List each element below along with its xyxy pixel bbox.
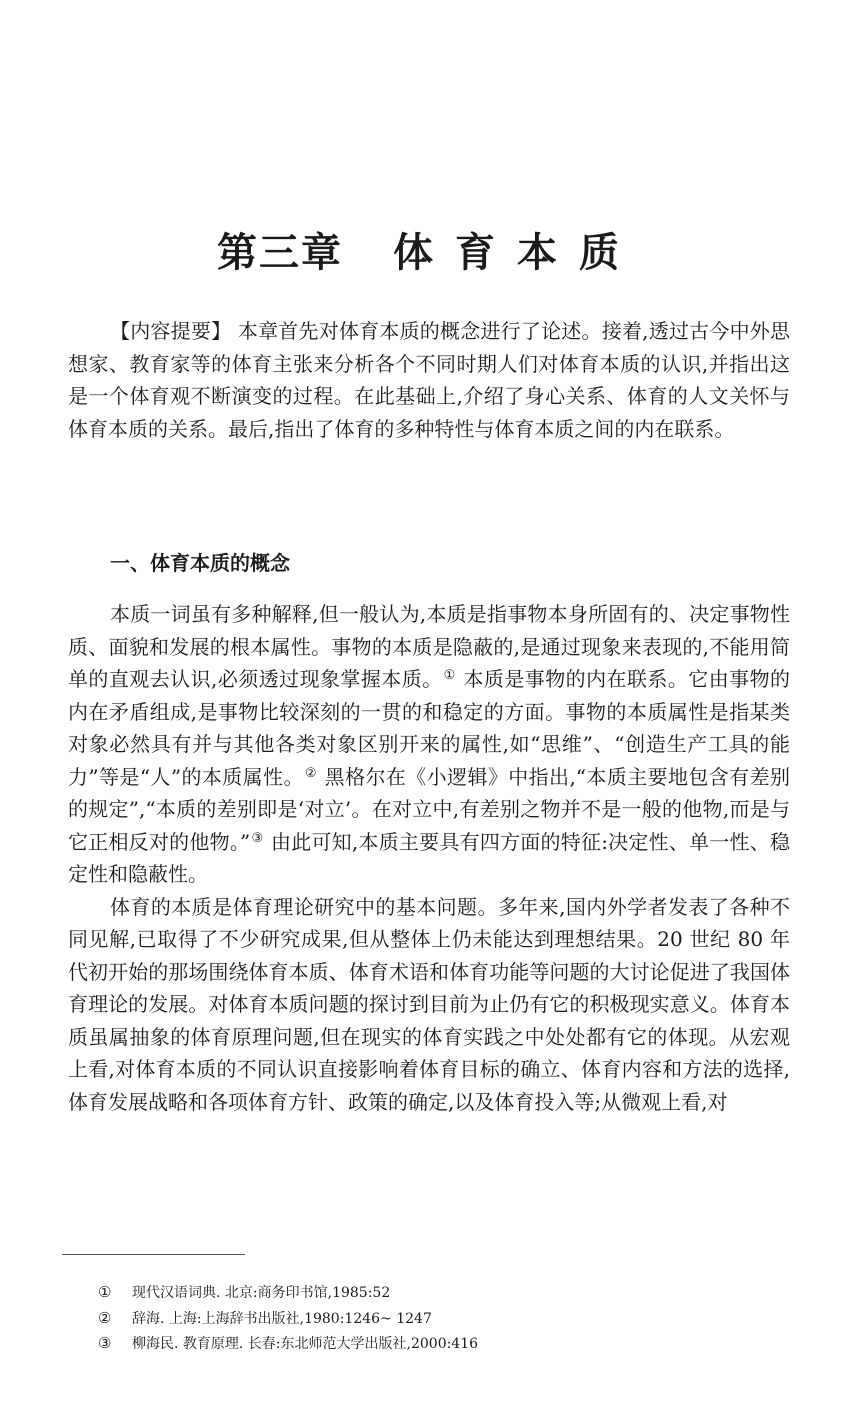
paragraph-1-part-b: 本质是事物的内在联系。它由事物的内在矛盾组成,是事物比较深刻的一贯的和稳定的方面。事物的本质属性是指某类对象必然具有并与其他各类对象区别开来的属性,如“思维”、“创造生产工具的能力”等是“人”的本质属性。 [68, 667, 791, 789]
content-summary [68, 315, 790, 445]
paragraph-1 [68, 598, 790, 891]
chapter-title [0, 227, 848, 279]
footnote-mark: ③ [98, 1334, 112, 1352]
footnote-ref-3: ③ [251, 830, 264, 846]
footnote-ref-2: ② [304, 765, 317, 781]
chapter-title-char: 本 [517, 228, 559, 276]
footnote-text: 辞海. 上海:上海辞书出版社,1980:1246~ 1247 [132, 1310, 432, 1327]
footnote-item [98, 1306, 798, 1332]
footnote-item [98, 1280, 798, 1306]
footnotes [98, 1280, 798, 1357]
footnote-ref-1: ① [443, 668, 456, 683]
paragraph-1-part-d: 由此可知,本质主要具有四方面的特征:决定性、单一性、稳定性和隐蔽性。 [68, 829, 790, 886]
paragraph-2: 体育的本质是体育理论研究中的基本问题。多年来,国内外学者发表了各种不同见解,已取得了不少研究成果,但从整体上仍未能达到理想结果。20 世纪 80 年代初开始的那场围绕体育本质、体育术语和体育功能等问题的大讨论促进了我国体育理论的发展。对体育本质问题的探讨到目前为止仍有它的积极现实意义。体育本质虽属抽象的体育原理问题,但在现实的体育实践之中处处都有它的体现。从宏观上看,对体育本质的不同认识直接影响着体育目标的确立、体育内容和方法的选择,体育发展战略和各项体育方针、政策的确定,以及体育投入等;从微观上看,对 [68, 894, 790, 1114]
summary-text: 本章首先对体育本质的概念进行了论述。接着,透过古今中外思想家、教育家等的体育主张来分析各个不同时期人们对体育本质的认识,并指出这是一个体育观不断演变的过程。在此基础上,介绍了身心关系、体育的人文关怀与体育本质的关系。最后,指出了体育的多种特性与体育本质之间的内在联系。 [68, 319, 791, 441]
footnote-text: 现代汉语词典. 北京:商务印书馆,1985:52 [132, 1285, 391, 1301]
summary-label: 【内容提要】 [110, 319, 232, 343]
footnote-mark: ① [98, 1283, 112, 1301]
footnote-item [98, 1331, 798, 1357]
paragraph-1-part-c: 黑格尔在《小逻辑》中指出,“本质主要地包含有差别的规定”,“本质的差别即是‘对立’。在对立中,有差别之物并不是一般的他物,而是与它正相反对的他物。” [68, 764, 790, 854]
chapter-number: 第三章 [217, 228, 343, 276]
chapter-title-char: 体 [393, 228, 435, 276]
footnote-text: 柳海民. 教育原理. 长春:东北师范大学出版社,2000:416 [132, 1336, 479, 1352]
chapter-title-char: 质 [579, 228, 621, 276]
body-text [68, 598, 790, 1118]
paragraph-1-part-a: 本质一词虽有多种解释,但一般认为,本质是指事物本身所固有的、决定事物性质、面貌和发展的根本属性。事物的本质是隐蔽的,是通过现象来表现的,不能用简单的直观去认识,必须透过现象掌握本质。 [68, 602, 790, 691]
footnote-mark: ② [98, 1308, 112, 1327]
footnote-divider [62, 1254, 245, 1255]
chapter-title-char: 育 [455, 228, 497, 276]
section-heading: 一、体育本质的概念 [110, 551, 290, 575]
